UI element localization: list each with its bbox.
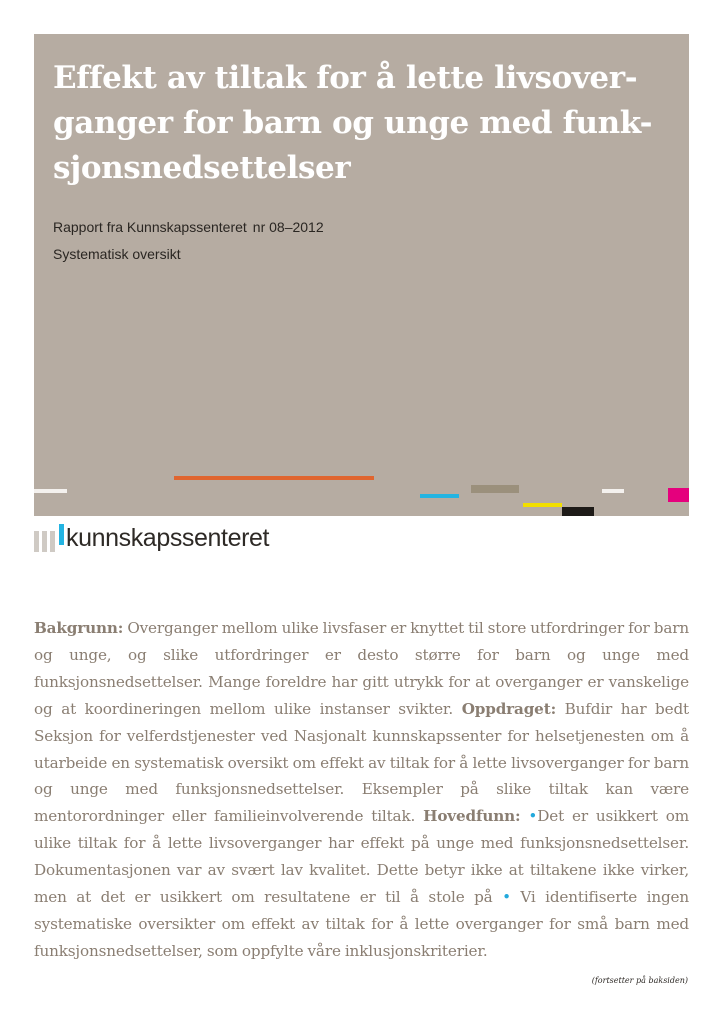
- report-series: Rapport fra Kunnskapssenteret: [53, 219, 247, 235]
- report-type: Systematisk oversikt: [53, 246, 181, 262]
- report-cover: [34, 34, 689, 516]
- report-series-line: [53, 214, 324, 241]
- kunnskapssenteret-logo: [34, 522, 334, 558]
- decor-bar-yellow: [523, 503, 562, 507]
- decor-bar-olive: [471, 485, 519, 493]
- decor-bar-blue: [420, 494, 459, 498]
- decor-bar-orange: [174, 476, 374, 480]
- decor-bar-black: [562, 507, 594, 516]
- background-text: Overganger mellom ulike livsfaser er knyttet til store utfordringer for barn og unge, og slike utfordringer er desto større for barn og unge med funksjonsnedsettelser. Mange foreldre har gitt utrykk for at overganger er vanskelige og at koordineringen mellom ulike instanser svikter.: [34, 619, 689, 718]
- bullet-icon: •: [502, 888, 511, 907]
- report-meta: [53, 214, 324, 268]
- assignment-label: Oppdraget:: [461, 699, 557, 718]
- report-title-line: Effekt av tiltak for å lette livsover-: [53, 60, 638, 96]
- report-number: nr 08–2012: [252, 219, 324, 235]
- decor-bar-magenta: [668, 488, 689, 502]
- abstract-text: [34, 615, 689, 965]
- decor-bar-white-left: [34, 489, 67, 493]
- logo-stripe-icon: [42, 531, 47, 552]
- continuation-note: (fortsetter på baksiden): [591, 976, 688, 985]
- report-title-line: ganger for barn og unge med funk-: [53, 105, 653, 141]
- assignment-text: Bufdir har bedt Seksjon for velferdstjenester ved Nasjonalt kunnskapssenter for helsetjenesten om å utarbeide en systematisk oversikt om effekt av tiltak for å lette livsoverganger for barn og unge med funksjonsnedsettelser. Eksempler på slike tiltak kan være mentorordninger eller familieinvolverende tiltak.: [34, 699, 689, 826]
- report-title-line: sjonsnedsettelser: [53, 150, 351, 186]
- finding-1: Det er usikkert om ulike tiltak for å lette livsoverganger har effekt på unge med funksjonsnedsettelser. Dokumentasjonen var av svært lav kvalitet. Dette betyr ikke at tiltakene ikke virker, men at det er usikkert om resultatene er til å stole på: [34, 807, 690, 907]
- logo-stripe-icon: [34, 531, 39, 552]
- finding-2: Vi identifiserte ingen systematiske oversikter om effekt av tiltak for å lette overganger for små barn med funksjonsnedsettelser, som oppfylte våre inklusjonskriterier.: [34, 888, 689, 960]
- bullet-icon: •: [528, 807, 538, 826]
- logo-stripe-icon: [50, 531, 55, 552]
- logo-stripe-blue-icon: [59, 524, 64, 545]
- decor-bar-white-right: [602, 489, 624, 493]
- report-title: [53, 56, 673, 191]
- main-findings-label: Hovedfunn:: [423, 807, 521, 826]
- background-label: Bakgrunn:: [34, 619, 124, 637]
- logo-wordmark: kunnskapssenteret: [66, 524, 270, 552]
